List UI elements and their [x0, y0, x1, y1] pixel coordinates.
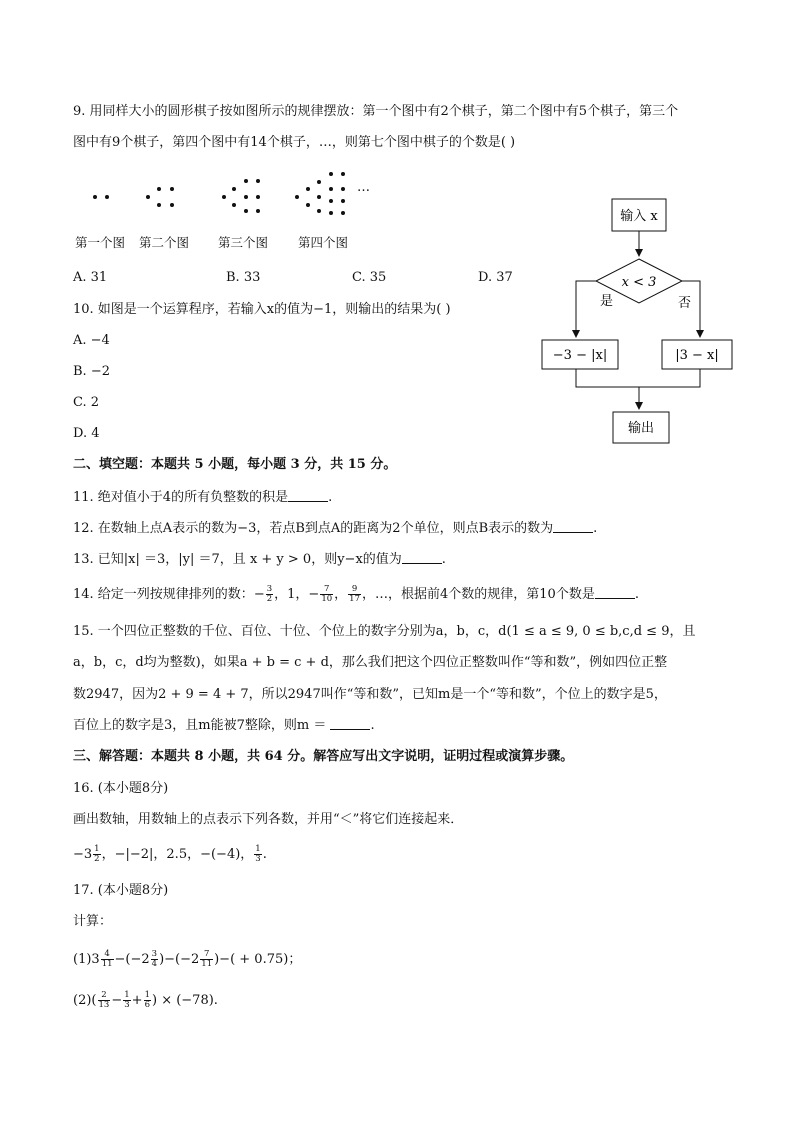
- left-process-label: −3 − |x|: [552, 348, 608, 363]
- q16-fraction-1: $\frac{1}{2}$: [94, 844, 100, 864]
- no-label: 否: [678, 296, 692, 311]
- q12-text: 12. 在数轴上点A表示的数为−3，若点B到点A的距离为2个单位，则点B表示的数为: [73, 521, 554, 536]
- q15-end: .: [370, 718, 375, 733]
- pattern-dot: [244, 195, 248, 199]
- q12-end: .: [593, 521, 598, 536]
- pattern-dot: [341, 199, 345, 203]
- pattern-dot: [170, 203, 174, 207]
- pattern-dot: [146, 195, 150, 199]
- pattern-dot: [105, 195, 109, 199]
- q15-text: 百位上的数字是3，且m能被7整除，则m ＝: [73, 718, 331, 733]
- output-label: 输出: [627, 421, 655, 436]
- q13-end: .: [441, 552, 446, 567]
- pattern-dot: [306, 203, 310, 207]
- pattern-dot: [244, 209, 248, 213]
- q9-line-1: 9. 用同样大小的圆形棋子按如图所示的规律摆放：第一个图中有2个棋子，第二个图中有5个棋子，第三个: [73, 104, 679, 119]
- q11-text: 11. 绝对值小于4的所有负整数的积是: [73, 490, 289, 505]
- pattern-dot: [157, 203, 161, 207]
- pattern-dot: [256, 179, 260, 183]
- pattern-dot: [256, 195, 260, 199]
- pattern-dot: [317, 209, 321, 213]
- q10-option-a: A. −4: [73, 333, 110, 348]
- q15-line-2: a，b，c，d均为整数)，如果a + b = c + d，那么我们把这个四位正整数叫作“等和数”，例如四位正整: [73, 655, 668, 670]
- answer-blank: [330, 717, 370, 730]
- pattern-dot: [222, 195, 226, 199]
- q16-numbers-middle: ，−|−2|，2.5，−(−4)，: [101, 847, 254, 862]
- q16-number-1: −3: [73, 847, 93, 862]
- q14-line: 14. 给定一列按规律排列的数：− $\frac{3}{2}$ ，1，− $\frac{7}{10}$ ， $\frac{9}{17}$ ，…，根据前4个数的规律，第10个数是 .: [73, 584, 639, 604]
- pattern-dot: [256, 209, 260, 213]
- q13-text: 13. 已知|x| ＝3，|y| ＝7，且 x + y > 0，则y−x的值为: [73, 552, 402, 567]
- section-2-heading: 二、填空题：本题共 5 小题，每小题 3 分，共 15 分。: [73, 457, 397, 472]
- q9-option-c: C. 35: [352, 270, 387, 285]
- pattern-dot: [93, 195, 97, 199]
- figure-caption-3: 第三个图: [218, 235, 269, 250]
- q9-line-2: 图中有9个棋子，第四个图中有14个棋子，…，则第七个图中棋子的个数是( ): [73, 135, 516, 150]
- pattern-dot: [341, 211, 345, 215]
- q16-numbers: [73, 845, 267, 864]
- operation-flowchart: [530, 195, 750, 450]
- q14-fraction-2: $\frac{7}{10}$: [321, 584, 333, 604]
- pattern-dot: [306, 187, 310, 191]
- pattern-dot: [170, 187, 174, 191]
- figure-caption-2: 第二个图: [139, 235, 190, 250]
- yes-branch-arrow: [576, 281, 596, 336]
- q14-mid-1: ，1，: [274, 587, 309, 602]
- q14-fraction-3: $\frac{9}{17}$: [349, 584, 360, 604]
- q10-option-b: B. −2: [73, 364, 110, 379]
- input-label: 输入 x: [620, 209, 658, 224]
- pattern-dot: [157, 187, 161, 191]
- q14-end: .: [634, 587, 639, 602]
- pattern-dot: [232, 187, 236, 191]
- pattern-dot: [341, 172, 345, 176]
- q11-line: [73, 489, 332, 507]
- q10-option-c: C. 2: [73, 395, 100, 410]
- q12-line: [73, 520, 597, 538]
- q9-option-a: A. 31: [73, 270, 108, 285]
- pattern-dot: [232, 203, 236, 207]
- q13-line: [73, 551, 446, 569]
- section-3-heading: 三、解答题：本题共 8 小题，共 64 分。解答应写出文字说明，证明过程或演算步骤。: [73, 749, 574, 764]
- pattern-dot: [329, 199, 333, 203]
- q17-part-1: (1)3 $\frac{4}{11}$ −(−2 $\frac{3}{4}$ )−(−2 $\frac{7}{11}$ )−( + 0.75)；: [73, 949, 302, 969]
- q11-end: .: [328, 490, 333, 505]
- pattern-dot: [329, 211, 333, 215]
- pattern-dot: [341, 187, 345, 191]
- right-process-label: |3 − x|: [675, 348, 719, 363]
- q17-part-2: (2)( $\frac{2}{13}$ − $\frac{1}{3}$ + $\frac{1}{6}$ ) × (−78).: [73, 990, 218, 1010]
- yes-label: 是: [600, 294, 614, 309]
- q14-mid-2: ，…，根据前4个数的规律，第10个数是: [362, 587, 595, 602]
- figure-caption-4: 第四个图: [298, 235, 349, 250]
- q9-option-d: D. 37: [478, 270, 513, 285]
- pattern-dot: [329, 172, 333, 176]
- pattern-dot: [295, 195, 299, 199]
- q15-line-4: [73, 717, 375, 735]
- condition-label: x < 3: [621, 275, 657, 290]
- q15-line-1: 15. 一个四位正整数的千位、百位、十位、个位上的数字分别为a，b，c，d(1 ≤ a ≤ 9, 0 ≤ b,c,d ≤ 9，且: [73, 624, 696, 639]
- answer-blank: [595, 586, 635, 599]
- q14-text: 14. 给定一列按规律排列的数：: [73, 587, 254, 602]
- pattern-dot: [329, 187, 333, 191]
- pattern-dot: [317, 180, 321, 184]
- answer-blank: [402, 551, 442, 564]
- pattern-dot: [244, 179, 248, 183]
- q14-fraction-1: $\frac{3}{2}$: [266, 584, 273, 604]
- q16-fraction-2: $\frac{1}{3}$: [255, 844, 261, 864]
- q10-stem: 10. 如图是一个运算程序，若输入x的值为−1，则输出的结果为( ): [73, 302, 451, 317]
- q17-instruction: 计算：: [73, 914, 113, 929]
- q9-option-b: B. 33: [226, 270, 261, 285]
- q16-end: .: [262, 847, 267, 862]
- q10-option-d: D. 4: [73, 426, 100, 441]
- answer-blank: [553, 520, 593, 533]
- pattern-ellipsis: …: [357, 180, 370, 195]
- q17-title: 17. (本小题8分): [73, 883, 169, 898]
- q15-line-3: 数2947，因为2 + 9 = 4 + 7，所以2947叫作“等和数”，已知m是一个“等和数”，个位上的数字是5，: [73, 687, 667, 702]
- q16-title: 16. (本小题8分): [73, 781, 169, 796]
- q16-instruction: 画出数轴，用数轴上的点表示下列各数，并用“＜”将它们连接起来．: [73, 812, 464, 827]
- merge-line: [576, 369, 700, 387]
- figure-caption-1: 第一个图: [75, 235, 126, 250]
- answer-blank: [288, 489, 328, 502]
- pattern-dot: [317, 195, 321, 199]
